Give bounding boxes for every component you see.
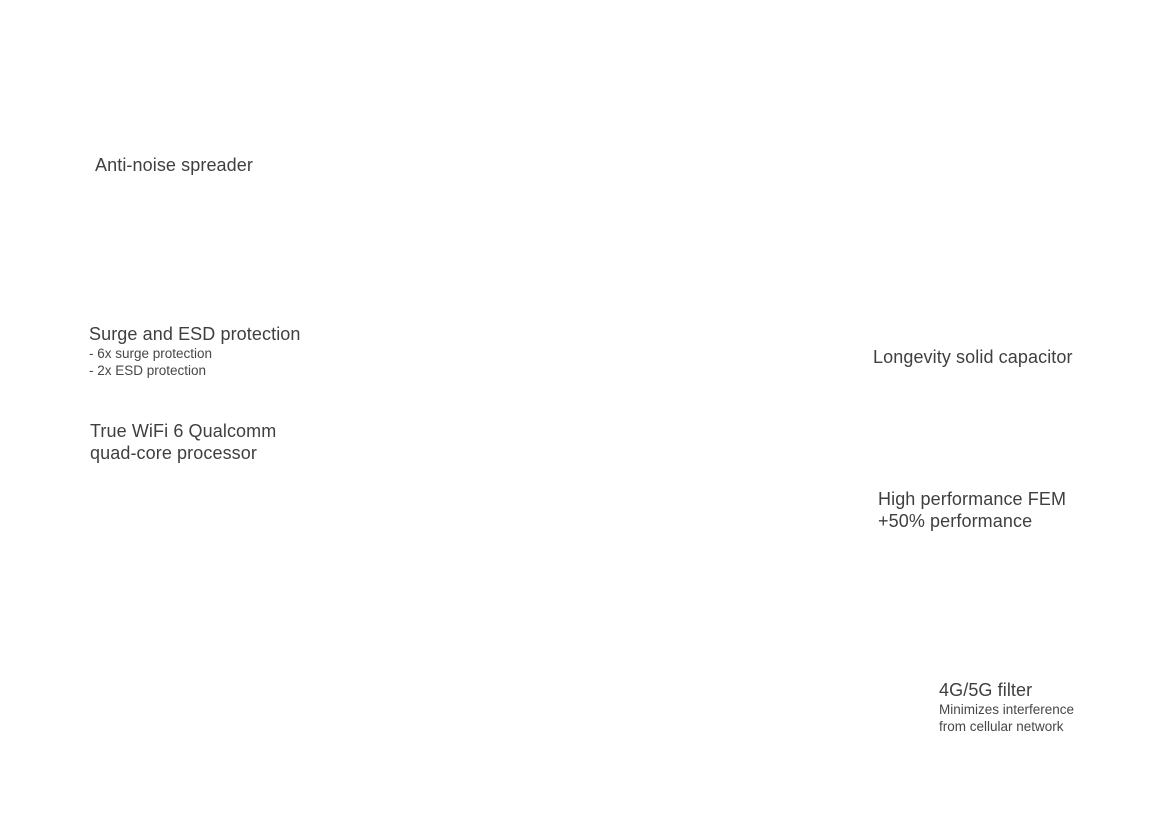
callout-title: Longevity solid capacitor [873,347,1073,367]
callout-title: Surge and ESD protection [89,324,301,344]
callout-title-line: True WiFi 6 Qualcomm [90,421,277,441]
callout-anti-noise-spreader [95,154,253,176]
callout-title: Anti-noise spreader [95,155,253,175]
callout-detail: - 2x ESD protection [89,363,207,378]
callout-wifi6-processor [90,420,276,464]
callout-high-performance-fem [878,488,1066,532]
callout-title-line: High performance FEM [878,489,1067,509]
callout-title: 4G/5G filter [939,680,1033,700]
callout-surge-esd-protection [89,323,301,379]
callout-detail: Minimizes interference [939,702,1075,717]
callout-detail: - 6x surge protection [89,346,213,361]
callout-title-line: quad-core processor [90,443,257,463]
callout-solid-capacitor [873,346,1073,368]
callout-title-line: +50% performance [878,511,1033,531]
callout-4g5g-filter [939,679,1074,735]
callout-detail: from cellular network [939,719,1064,734]
